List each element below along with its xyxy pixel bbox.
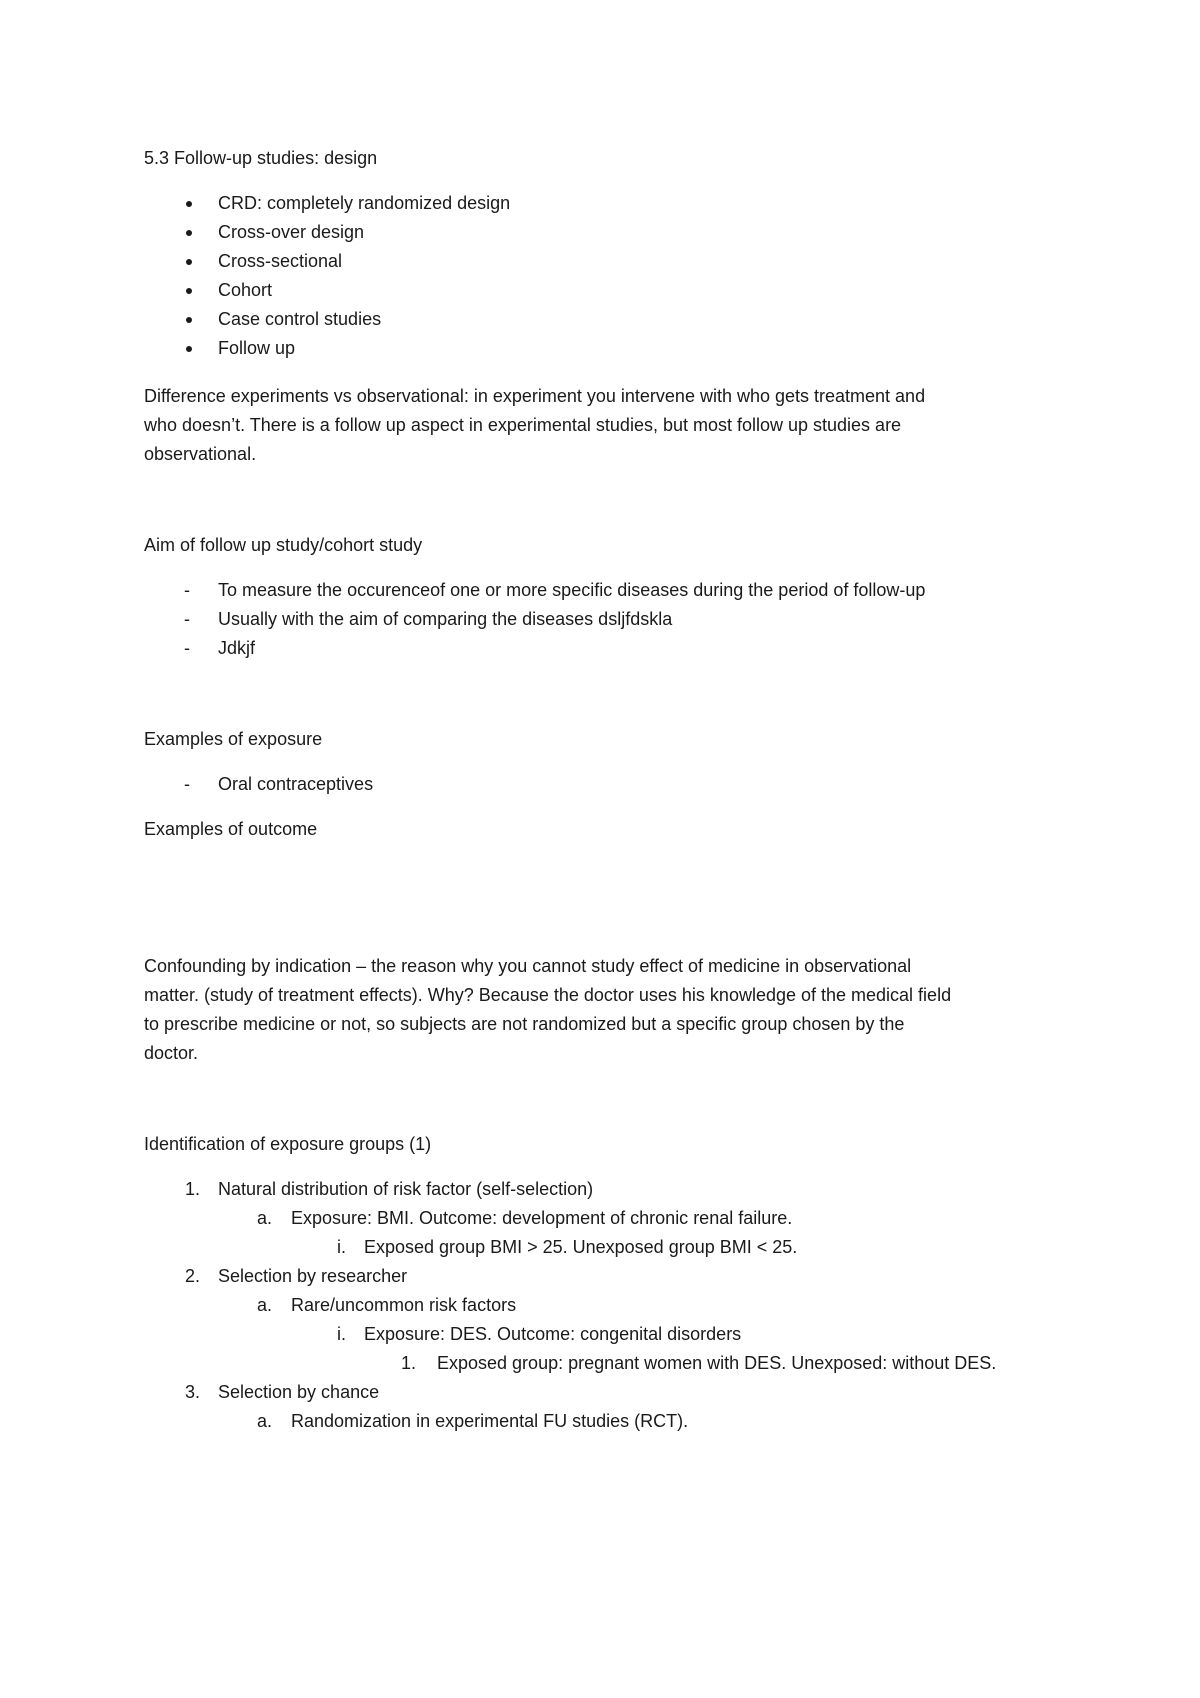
paragraph-line: observational. xyxy=(144,444,257,464)
paragraph-line: to prescribe medicine or not, so subjects are not randomized but a specific group chosen by the xyxy=(144,1014,905,1034)
list-marker: i. xyxy=(337,1324,346,1344)
paragraph-line: Confounding by indication – the reason why you cannot study effect of medicine in observational xyxy=(144,956,912,976)
list-item: Selection by chance xyxy=(218,1382,380,1402)
list-item: Oral contraceptives xyxy=(218,774,374,794)
aim-heading: Aim of follow up study/cohort study xyxy=(144,535,423,555)
dash-marker: - xyxy=(184,580,190,600)
bullet-icon xyxy=(186,317,192,323)
list-marker: a. xyxy=(256,1208,272,1228)
list-item: Selection by researcher xyxy=(218,1266,408,1286)
list-item: Exposed group BMI > 25. Unexposed group BMI < 25. xyxy=(364,1237,798,1257)
list-marker: 1. xyxy=(184,1179,200,1199)
bullet-icon xyxy=(186,346,192,352)
paragraph-line: matter. (study of treatment effects). Why? Because the doctor uses his knowledge of the medical field xyxy=(144,985,952,1005)
list-item: Case control studies xyxy=(218,309,382,329)
paragraph-line: who doesn’t. There is a follow up aspect in experimental studies, but most follow up studies are xyxy=(144,415,902,435)
dash-marker: - xyxy=(184,609,190,629)
list-item: Jdkjf xyxy=(218,638,256,658)
section-heading: 5.3 Follow-up studies: design xyxy=(144,148,378,168)
paragraph-line: doctor. xyxy=(144,1043,199,1063)
list-item: Randomization in experimental FU studies (RCT). xyxy=(291,1411,689,1431)
list-item: Natural distribution of risk factor (self-selection) xyxy=(218,1179,594,1199)
list-item: Exposure: DES. Outcome: congenital disorders xyxy=(364,1324,742,1344)
identification-heading: Identification of exposure groups (1) xyxy=(144,1134,432,1154)
list-item: To measure the occurenceof one or more specific diseases during the period of follow-up xyxy=(218,580,926,600)
dash-marker: - xyxy=(184,774,190,794)
bullet-icon xyxy=(186,259,192,265)
list-marker: 3. xyxy=(184,1382,200,1402)
list-marker: a. xyxy=(256,1295,272,1315)
list-item: Follow up xyxy=(218,338,296,358)
list-item: Rare/uncommon risk factors xyxy=(291,1295,517,1315)
list-item: Cross-sectional xyxy=(218,251,343,271)
paragraph-line: Difference experiments vs observational: in experiment you intervene with who gets treatment and xyxy=(144,386,926,406)
list-item: Cohort xyxy=(218,280,273,300)
list-item: Exposed group: pregnant women with DES. Unexposed: without DES. xyxy=(437,1353,997,1373)
list-item: Cross-over design xyxy=(218,222,365,242)
bullet-icon xyxy=(186,288,192,294)
list-marker: 1. xyxy=(400,1353,416,1373)
dash-marker: - xyxy=(184,638,190,658)
exposure-heading: Examples of exposure xyxy=(144,729,323,749)
list-marker: a. xyxy=(256,1411,272,1431)
list-item: CRD: completely randomized design xyxy=(218,193,511,213)
bullet-icon xyxy=(186,230,192,236)
list-marker: 2. xyxy=(184,1266,200,1286)
list-item: Exposure: BMI. Outcome: development of chronic renal failure. xyxy=(291,1208,793,1228)
outcome-heading: Examples of outcome xyxy=(144,819,318,839)
list-marker: i. xyxy=(337,1237,346,1257)
bullet-icon xyxy=(186,201,192,207)
list-item: Usually with the aim of comparing the diseases dsljfdskla xyxy=(218,609,673,629)
